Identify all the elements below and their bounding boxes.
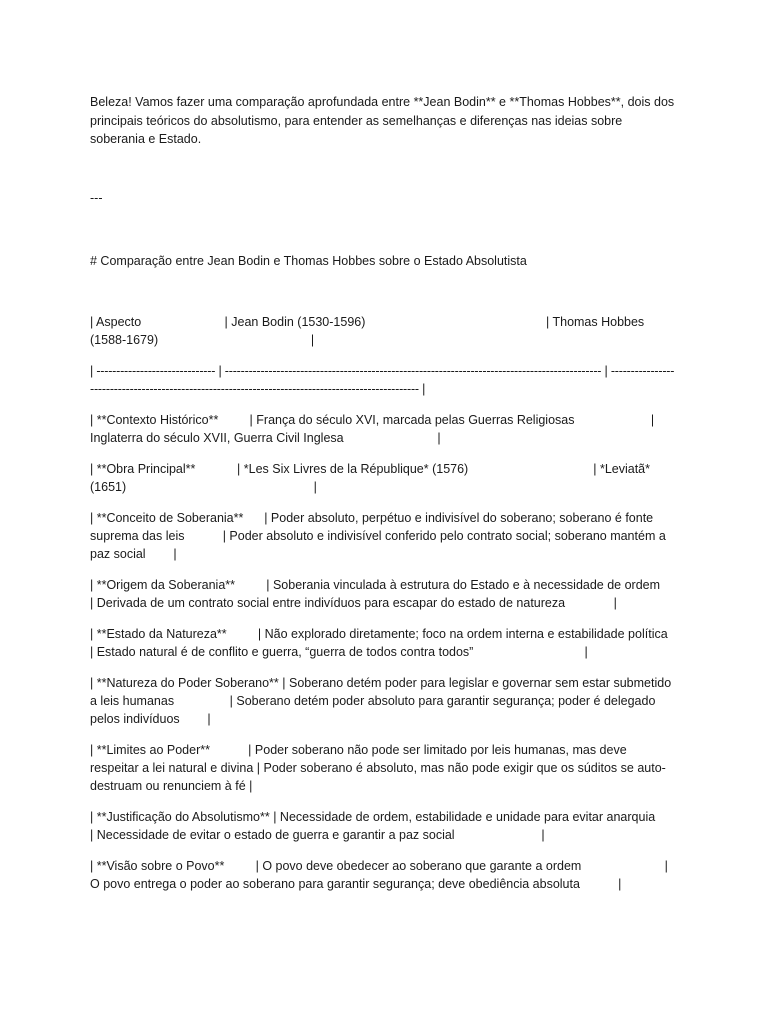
table-row: | **Contexto Histórico** | França do século XVI, marcada pelas Guerras Religiosas | Inglaterra do século XVII, Guerra Civil Inglesa | — [90, 412, 658, 446]
table-row: | **Origem da Soberania** | Soberania vinculada à estrutura do Estado e à necessidade de ordem | Derivada de um contrato social entre indivíduos para escapar do estado de natureza | — [90, 577, 695, 610]
table-row: | **Natureza do Poder Soberano** | Soberano detém poder para legislar e governar sem estar submetido a leis humanas | Soberano detém poder absoluto para garantir segurança; poder é delegado pelos indivíduos | — [90, 675, 675, 726]
markdown-table — [90, 313, 752, 906]
table-row: | **Limites ao Poder** | Poder soberano não pode ser limitado por leis humanas, mas deve respeitar a lei natural e divina | Poder soberano é absoluto, mas não pode exigir que os súditos se auto-destruam ou renunciem à fé | — [90, 742, 666, 794]
table-row: | **Obra Principal** | *Les Six Livres de la République* (1576) | *Leviatã* (1651) | — [90, 461, 654, 494]
table-divider-row: | ------------------------------ | ----------------------------------------------------------------------------------------------- | --------------------------------------------------------------------------------------------------- | — [90, 363, 675, 397]
section-heading: # Comparação entre Jean Bodin e Thomas Hobbes sobre o Estado Absolutista — [90, 254, 527, 268]
table-header-row: | Aspecto | Jean Bodin (1530-1596) | Thomas Hobbes (1588-1679) | — [90, 315, 648, 348]
intro-paragraph: Beleza! Vamos fazer uma comparação aprofundada entre **Jean Bodin** e **Thomas Hobbes**, dois dos principais teóricos do absolutismo, para entender as semelhanças e diferenças nas ideias sobre soberania e Estado. — [90, 95, 675, 146]
table-row: | **Estado da Natureza** | Não explorado diretamente; foco na ordem interna e estabilidade política | Estado natural é de conflito e guerra, “guerra de todos contra todos” | — [90, 626, 752, 659]
table-row: | **Justificação do Absolutismo** | Necessidade de ordem, estabilidade e unidade para evitar anarquia | Necessidade de evitar o estado de guerra e garantir a paz social | — [90, 809, 687, 842]
table-row: | **Conceito de Soberania** | Poder absoluto, perpétuo e indivisível do soberano; soberano é fonte suprema das leis | Poder absoluto e indivisível conferido pelo contrato social; soberano mantém a paz social | — [90, 510, 670, 562]
table-row: | **Visão sobre o Povo** | O povo deve obedecer ao soberano que garante a ordem | O povo entrega o poder ao soberano para garantir segurança; deve obediência absoluta | — [90, 858, 672, 891]
horizontal-rule-marker: --- — [90, 191, 103, 205]
